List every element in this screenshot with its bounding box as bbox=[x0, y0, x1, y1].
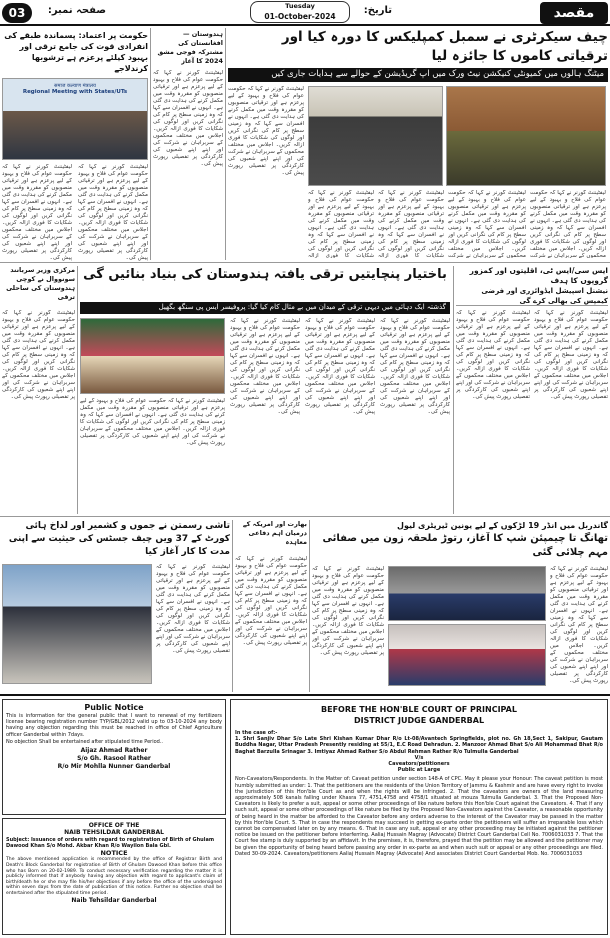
tehsildar-sign: Naib Tehsildar Ganderbal bbox=[71, 896, 157, 904]
court-case: In the case of:- bbox=[235, 730, 278, 736]
day: Tuesday bbox=[285, 2, 315, 10]
masthead bbox=[0, 0, 610, 26]
date-label: تاریخ: bbox=[363, 5, 392, 16]
second-body-1: لیفٹیننٹ گورنر نے کہا کہ حکومت عوام کی فلاح و بہبود کے لیے پرعزم ہے اور ترقیاتی منصوبوں کو مقررہ وقت میں مکمل کرنے کی ہدایت دی گئی ہے۔ انہوں نے افسران سے کہا کہ وہ زمینی سطح پر کام کی نگرانی کریں اور لوگوں کی شکایات کا فوری ازالہ کریں۔ اجلاس میں مختلف محکموں کے سربراہان نے شرکت کی اور اپنے اپنے شعبوں کی کارکردگی پر تفصیلی رپورٹ پیش کی۔ bbox=[230, 318, 300, 415]
middle-left-story bbox=[153, 30, 223, 262]
bottom-right-story bbox=[312, 520, 608, 692]
lead-story bbox=[228, 28, 608, 260]
mid-right-story bbox=[456, 266, 608, 514]
mid-right-body-2: لیفٹیننٹ گورنر نے کہا کہ حکومت عوام کی فلاح و بہبود کے لیے پرعزم ہے اور ترقیاتی منصوبوں کو مقررہ وقت میں مکمل کرنے کی ہدایت دی گئی ہے۔ انہوں نے افسران سے کہا کہ وہ زمینی سطح پر کام کی نگرانی کریں اور لوگوں کی شکایات کا فوری ازالہ کریں۔ اجلاس میں مختلف محکموں کے سربراہان نے شرکت کی اور اپنے اپنے شعبوں کی کارکردگی پر تفصیلی رپورٹ پیش کی۔ bbox=[534, 310, 608, 400]
date: 01-October-2024 bbox=[264, 12, 336, 21]
bottom-right-body-right: لیفٹیننٹ گورنر نے کہا کہ حکومت عوام کی فلاح و بہبود کے لیے پرعزم ہے اور ترقیاتی منصوبوں کو مقررہ وقت میں مکمل کرنے کی ہدایت دی گئی ہے۔ انہوں نے افسران سے کہا کہ وہ زمینی سطح پر کام کی نگرانی کریں اور لوگوں کی شکایات کا فوری ازالہ کریں۔ اجلاس میں مختلف محکموں کے سربراہان نے شرکت کی اور اپنے اپنے شعبوں کی کارکردگی پر تفصیلی رپورٹ پیش کی۔ bbox=[550, 566, 608, 684]
lead-photo-2 bbox=[446, 86, 606, 186]
paper-name: مقصد bbox=[540, 2, 608, 24]
bottom-right-headline: گاندربل میں انڈر 19 لڑکوں کے لیے یونین ٹیریٹری لیول bbox=[397, 521, 608, 530]
court-resp: Caveators/petitioners bbox=[388, 761, 450, 768]
public-notice-body: This is information for the general public that I want to renewal of my fertilizers license bearing registration number TYP/GBL/2012 valid up to 03-10-2024 any body having any objection regarding this must be reached in office of Chief Agriculture officer Ganderbal within 7days. bbox=[6, 713, 222, 738]
bottom-left-story bbox=[2, 520, 230, 692]
bottom-right-subheadline: تھانگ تا چیمپئن شپ کا آغاز، رتوڑ ملحقہ زون میں صفائی مہم چلائی گئی bbox=[322, 533, 608, 558]
bottom-right-photo-1 bbox=[388, 566, 546, 621]
public-notice-name2: S/o Gh. Rasool Rather bbox=[77, 755, 151, 763]
lead-body-3: لیفٹیننٹ گورنر نے کہا کہ حکومت عوام کی فلاح و بہبود کے لیے پرعزم ہے اور ترقیاتی منصوبوں کو مقررہ وقت میں مکمل کرنے کی ہدایت دی گئی ہے۔ انہوں نے افسران سے کہا کہ وہ زمینی سطح پر کام کی نگرانی کریں اور لوگوں کی شکایات کا فوری ازالہ کریں۔ اجلاس میں مختلف محکموں کے سربراہان نے شرکت bbox=[448, 190, 526, 258]
left-top-photo bbox=[2, 78, 148, 160]
photo-banner: Regional Meeting with States/UTs bbox=[22, 89, 128, 95]
tehsildar-body: The above mentioned application is recommended by the office of Registrar Birth and Death's Block Ganderbal for registration of Birth of Ghulam Dawood Khan before this office who has Born on 20-02-1989. To conduct necessary verification regarding the matter it is publicly informed that if anybody having any objection with regard to applicant's claim of birth/death he or she may file his/her objections if any before the office of the undersigned within seven days from the date of publication of this notice. Further no objection shall be entertained after the stipulated time period. bbox=[6, 857, 222, 896]
bottom-left-body: لیفٹیننٹ گورنر نے کہا کہ حکومت عوام کی فلاح و بہبود کے لیے پرعزم ہے اور ترقیاتی منصوبوں کو مقررہ وقت میں مکمل کرنے کی ہدایت دی گئی ہے۔ انہوں نے افسران سے کہا کہ وہ زمینی سطح پر کام کی نگرانی کریں اور لوگوں کی شکایات کا فوری ازالہ کریں۔ اجلاس میں مختلف محکموں کے سربراہان نے شرکت کی اور اپنے اپنے شعبوں کی کارکردگی پر تفصیلی رپورٹ پیش کی۔ bbox=[156, 564, 230, 654]
date-box bbox=[250, 1, 350, 23]
bottom-left-headline: تاشی رسمتن نے جموں و کشمیر اور لداخ ہائی کورٹ کے 37 ویں چیف جسٹس کی حیثیت سے اپنی مدت کا کار آغاز کیا bbox=[8, 521, 230, 557]
second-story bbox=[80, 266, 450, 514]
tehsildar-subject: Subject: Issuance of orders with regard to registration of Birth of Ghulam Dawood Khan S/o Mohd. Akbar Khan R/o Wayilon Bala Gbl. bbox=[6, 837, 215, 850]
bottom-mid-body: لیفٹیننٹ گورنر نے کہا کہ حکومت عوام کی فلاح و بہبود کے لیے پرعزم ہے اور ترقیاتی منصوبوں کو مقررہ وقت میں مکمل کرنے کی ہدایت دی گئی ہے۔ انہوں نے افسران سے کہا کہ وہ زمینی سطح پر کام کی نگرانی کریں اور لوگوں کی شکایات کا فوری ازالہ کریں۔ اجلاس میں مختلف محکموں کے سربراہان نے شرکت کی اور اپنے اپنے شعبوں کی کارکردگی پر تفصیلی رپورٹ پیش کی۔ bbox=[235, 556, 307, 646]
second-headline: باختیار پنچایتیں ترقی یافتہ ہندوستان کی بنیاد بنائیں گی bbox=[83, 267, 447, 282]
court-notice bbox=[230, 699, 608, 935]
public-notice-body2: No objection Shall be entertained after stipulated time Period.. bbox=[6, 738, 163, 745]
mid-right-subheadline: نیشنل اسپیشل ایڈوائزری اور فرضی کیمپس کی بھالی کرے گی bbox=[456, 286, 608, 306]
left-mid-story bbox=[2, 266, 75, 514]
lead-subheadline: میٹنگ ہالوں میں کمیونٹی کنیکشن نیٹ ورک میں اپ گریڈیشن کے حوالے سے ہدایات جاری کیں bbox=[228, 68, 608, 82]
page-label: صفحہ نمبر: bbox=[47, 5, 106, 16]
left-top-story bbox=[2, 30, 148, 270]
second-body-under-photo: لیفٹیننٹ گورنر نے کہا کہ حکومت عوام کی فلاح و بہبود کے لیے پرعزم ہے اور ترقیاتی منصوبوں کو مقررہ وقت میں مکمل کرنے کی ہدایت دی گئی ہے۔ انہوں نے افسران سے کہا کہ وہ زمینی سطح پر کام کی نگرانی کریں اور لوگوں کی شکایات کا فوری ازالہ کریں۔ اجلاس میں مختلف محکموں کے سربراہان نے شرکت کی اور اپنے اپنے شعبوں کی کارکردگی پر تفصیلی رپورٹ پیش کی۔ bbox=[80, 398, 225, 446]
court-title2: DISTRICT JUDGE GANDERBAL bbox=[353, 716, 485, 725]
public-notice-title: Public Notice bbox=[84, 703, 144, 712]
court-body: Non-Caveators/Respondents. In the Matter of: Caveat petition under section 148-A of CPC. May it please your Honour: The caveat petition is most humbly submitted as under: 1. That the petitioners are the residents of the Union Territory of Jammu & Kashmir and are have every right to invoke the jurisdiction of this Hon'ble Court as and when the rights will be infringed. 2. That the caveators are owners of the land measuring approximately 508 kanals falling under Khasra 77, 4751,4758 and 4758/1 situated at mouza Tulmulla Ganderbal. 3. That the Proposed Non-Caveators is likely to prefer a suit, appeal or some other proceedings of like nature before this Hon'ble Court against the Caveators. 4. That if any such suit, appeal or some other proceedings of like nature be filed by the Proposed Non-Caveators against the Caveator, a reasonable opportunity of being heard in the matter be afforded to the Caveator before any orders adverse to the interest of the Caveator may be passed in the matter by this Hon'ble Court. 5. That in case the respondents may succeed in getting ex-parte order the petitioners will suffer an irreparable loss which cannot be compensated later on by any means. 6. That in case any suit, appeal or any other proceeding may be initiated against the petitioner notice be issued on the petitioner before interferring. Aaliaj Hussain Magray (Advocate) District Court Ganderbal Cell No. 7006031033 7. That the Court fee stamp is duly supported by an affidavit. In the premises, it is, therefore, prayed that the petition may be allowed and the petitioner may be given the opportunity of being heard before passing any order in ex-parte as and when such suit or appeal or any other proceedings are filed. Dated 30-09-2024. Caveators/petitioners Aaliaj Hussain Magray (Advocate) And associates District Court Ganderbal Mob. No. 7006031033 bbox=[235, 776, 603, 857]
page-number: 03 bbox=[8, 6, 26, 20]
bottom-right-photo-2 bbox=[388, 624, 546, 686]
public-notice-name3: R/o Mir Mohlla Nunner Ganderbal bbox=[57, 763, 171, 771]
mid-right-headline: ایس سی/ایس ٹی، اقلیتوں اور کمزور گروپوں کا ہدف bbox=[469, 266, 608, 285]
lead-headline: چیف سیکرٹری نے سمبل کمپلیکس کا دورہ کیا اور ترقیاتی کاموں کا جائزہ لیا bbox=[281, 29, 608, 64]
bottom-mid-story bbox=[235, 520, 307, 692]
lead-photo-1 bbox=[308, 86, 443, 186]
tehsildar-notice bbox=[2, 818, 226, 935]
second-subheadline: گذشتہ ایک دہائی میں دیہی ترقی کے میدان میں بے مثال کام کیا گیا: پروفیسر ایس پی سنگھ بگھیل bbox=[80, 302, 450, 314]
lead-body-2: لیفٹیننٹ گورنر نے کہا کہ حکومت عوام کی فلاح و بہبود کے لیے پرعزم ہے اور ترقیاتی منصوبوں کو مقررہ وقت میں مکمل کرنے کی ہدایت دی گئی ہے۔ انہوں نے افسران سے کہا کہ وہ زمینی سطح پر کام کی نگرانی کریں اور لوگوں کی شکایات کا فوری ازالہ bbox=[378, 190, 444, 258]
left-mid-body: لیفٹیننٹ گورنر نے کہا کہ حکومت عوام کی فلاح و بہبود کے لیے پرعزم ہے اور ترقیاتی منصوبوں کو مقررہ وقت میں مکمل کرنے کی ہدایت دی گئی ہے۔ انہوں نے افسران سے کہا کہ وہ زمینی سطح پر کام کی نگرانی کریں اور لوگوں کی شکایات کا فوری ازالہ کریں۔ اجلاس میں مختلف محکموں کے سربراہان نے شرکت کی اور اپنے اپنے شعبوں کی کارکردگی پر تفصیلی رپورٹ پیش کی۔ bbox=[2, 310, 75, 400]
court-parties: 1. Shri Sanjiv Dhar S/o Late Shri Kishan Kumar Dhar R/o Lt-08/Avantech Springfields, plot no. Gh 18,Sect 1, Sakipur, Gautam Buddha Nagar, Uttar Pradesh Presently residing at 55/1, E.C Road Dehradun. 2. Manzoor Ahmad Bhat S/o Ali Mohammad Bhat R/o Baghat Barzulla Srinagar 3. Imtiyaz Ahmad Rather S/o Abdul Rehman Rather R/o Tulmulla Ganderbal bbox=[235, 736, 603, 755]
left-top-body: لیفٹیننٹ گورنر نے کہا کہ حکومت عوام کی فلاح و بہبود کے لیے پرعزم ہے اور ترقیاتی منصوبوں کو مقررہ وقت میں مکمل کرنے کی ہدایت دی گئی ہے۔ انہوں نے افسران سے کہا کہ وہ زمینی سطح پر کام کی نگرانی کریں اور لوگوں کی شکایات کا فوری ازالہ کریں۔ اجلاس میں مختلف محکموں کے سربراہان نے شرکت کی اور اپنے اپنے شعبوں کی کارکردگی پر تفصیلی رپورٹ پیش کی۔ bbox=[2, 164, 72, 261]
court-vs: V/s bbox=[414, 754, 424, 761]
left-mid-headline: مرکزی وزیر سربانند سونووال نے کوچی ہندوستان کی ساحلی ترقی bbox=[6, 266, 75, 301]
photo-banner-sub: समाज कल्याण मंत्रालय bbox=[54, 83, 96, 89]
page-number-badge bbox=[2, 3, 32, 23]
public-notice bbox=[2, 699, 226, 815]
second-body-2: لیفٹیننٹ گورنر نے کہا کہ حکومت عوام کی فلاح و بہبود کے لیے پرعزم ہے اور ترقیاتی منصوبوں کو مقررہ وقت میں مکمل کرنے کی ہدایت دی گئی ہے۔ انہوں نے افسران سے کہا کہ وہ زمینی سطح پر کام کی نگرانی کریں اور لوگوں کی شکایات کا فوری ازالہ کریں۔ اجلاس میں مختلف محکموں کے سربراہان نے شرکت کی اور اپنے اپنے شعبوں کی کارکردگی پر تفصیلی رپورٹ پیش کی۔ bbox=[305, 318, 375, 415]
bottom-left-photo bbox=[2, 564, 152, 684]
court-title1: BEFORE THE HON'BLE COURT OF PRINCIPAL bbox=[321, 705, 517, 714]
left-top-headline: حکومت پر اعتماد: پسماندہ طبقے کی انفرادی قوت کی جامع ترقی اور بہبود کیلئے پرعزم ہے ترشوبھا کرندلاجے bbox=[4, 31, 148, 73]
middle-left-body: لیفٹیننٹ گورنر نے کہا کہ حکومت عوام کی فلاح و بہبود کے لیے پرعزم ہے اور ترقیاتی منصوبوں کو مقررہ وقت میں مکمل کرنے کی ہدایت دی گئی ہے۔ انہوں نے افسران سے کہا کہ وہ زمینی سطح پر کام کی نگرانی کریں اور لوگوں کی شکایات کا فوری ازالہ کریں۔ اجلاس میں مختلف محکموں کے سربراہان نے شرکت کی اور اپنے اپنے شعبوں کی کارکردگی پر تفصیلی رپورٹ پیش کی۔ bbox=[153, 70, 223, 167]
court-public: Public at Large bbox=[397, 767, 441, 774]
bottom-right-body-left: لیفٹیننٹ گورنر نے کہا کہ حکومت عوام کی فلاح و بہبود کے لیے پرعزم ہے اور ترقیاتی منصوبوں کو مقررہ وقت میں مکمل کرنے کی ہدایت دی گئی ہے۔ انہوں نے افسران سے کہا کہ وہ زمینی سطح پر کام کی نگرانی کریں اور لوگوں کی شکایات کا فوری ازالہ کریں۔ اجلاس میں مختلف محکموں کے سربراہان نے شرکت کی اور اپنے اپنے شعبوں کی کارکردگی پر تفصیلی رپورٹ پیش کی۔ bbox=[312, 566, 384, 656]
tehsildar-office2: NAIB TEHSILDAR GANDERBAL bbox=[64, 829, 164, 836]
lead-body-4: لیفٹیننٹ گورنر نے کہا کہ حکومت عوام کی فلاح و بہبود کے لیے پرعزم ہے اور ترقیاتی منصوبوں کو مقررہ وقت میں مکمل کرنے کی ہدایت دی گئی ہے۔ انہوں نے افسران سے کہا کہ وہ زمینی سطح پر کام کی نگرانی کریں اور لوگوں کی شکایات کا فوری ازالہ کریں۔ اجلاس میں مختلف محکموں کے سربراہان نے شرکت bbox=[530, 190, 606, 258]
public-notice-name1: Aijaz Ahmad Rather bbox=[80, 747, 148, 755]
bottom-mid-headline: بھارت اور امریکہ کے درمیان اہم دفاعی معاہدہ bbox=[242, 520, 307, 546]
second-body-3: لیفٹیننٹ گورنر نے کہا کہ حکومت عوام کی فلاح و بہبود کے لیے پرعزم ہے اور ترقیاتی منصوبوں کو مقررہ وقت میں مکمل کرنے کی ہدایت دی گئی ہے۔ انہوں نے افسران سے کہا کہ وہ زمینی سطح پر کام کی نگرانی کریں اور لوگوں کی شکایات کا فوری ازالہ کریں۔ اجلاس میں مختلف محکموں کے سربراہان نے شرکت کی اور اپنے اپنے شعبوں کی کارکردگی پر تفصیلی رپورٹ پیش کی۔ bbox=[380, 318, 450, 415]
lead-body-1: لیفٹیننٹ گورنر نے کہا کہ حکومت عوام کی فلاح و بہبود کے لیے پرعزم ہے اور ترقیاتی منصوبوں کو مقررہ وقت میں مکمل کرنے کی ہدایت دی گئی ہے۔ انہوں نے افسران سے کہا کہ وہ زمینی سطح پر کام کی نگرانی کریں اور لوگوں کی شکایات کا فوری ازالہ bbox=[308, 190, 374, 258]
second-photo bbox=[80, 318, 225, 394]
tehsildar-notice-label: NOTICE bbox=[100, 849, 128, 858]
middle-left-headline: ہندوستان — افغانستان کی مشترکہ فوجی مشق 2024 کا آغاز bbox=[157, 30, 223, 65]
left-top-body-2: لیفٹیننٹ گورنر نے کہا کہ حکومت عوام کی فلاح و بہبود کے لیے پرعزم ہے اور ترقیاتی منصوبوں کو مقررہ وقت میں مکمل کرنے کی ہدایت دی گئی ہے۔ انہوں نے افسران سے کہا کہ وہ زمینی سطح پر کام کی نگرانی کریں اور لوگوں کی شکایات کا فوری ازالہ کریں۔ اجلاس میں مختلف محکموں کے سربراہان نے شرکت کی اور اپنے اپنے شعبوں کی کارکردگی پر تفصیلی رپورٹ پیش کی۔ bbox=[78, 164, 148, 261]
tehsildar-office1: OFFICE OF THE bbox=[88, 822, 140, 829]
lead-body-left: لیفٹیننٹ گورنر نے کہا کہ حکومت عوام کی فلاح و بہبود کے لیے پرعزم ہے اور ترقیاتی منصوبوں کو مقررہ وقت میں مکمل کرنے کی ہدایت دی گئی ہے۔ انہوں نے افسران سے کہا کہ وہ زمینی سطح پر کام کی نگرانی کریں اور لوگوں کی شکایات کا فوری ازالہ کریں۔ اجلاس میں مختلف محکموں کے سربراہان نے شرکت کی اور اپنے اپنے شعبوں کی کارکردگی پر تفصیلی رپورٹ پیش کی۔ bbox=[228, 86, 304, 176]
mid-right-body-1: لیفٹیننٹ گورنر نے کہا کہ حکومت عوام کی فلاح و بہبود کے لیے پرعزم ہے اور ترقیاتی منصوبوں کو مقررہ وقت میں مکمل کرنے کی ہدایت دی گئی ہے۔ انہوں نے افسران سے کہا کہ وہ زمینی سطح پر کام کی نگرانی کریں اور لوگوں کی شکایات کا فوری ازالہ کریں۔ اجلاس میں مختلف محکموں کے سربراہان نے شرکت کی اور اپنے اپنے شعبوں کی کارکردگی پر تفصیلی رپورٹ پیش کی۔ bbox=[456, 310, 530, 400]
